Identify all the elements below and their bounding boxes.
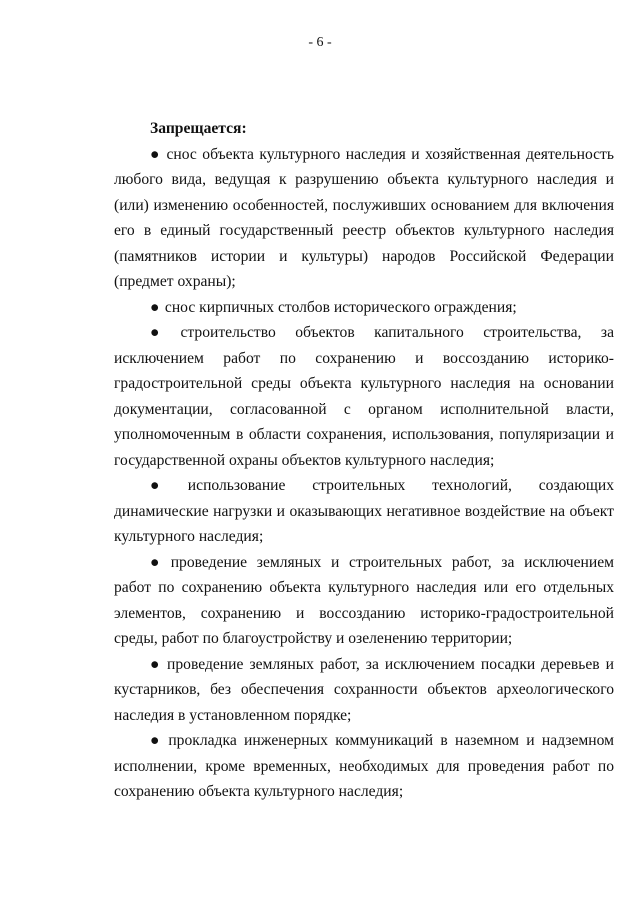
prohibition-item-1 bbox=[114, 142, 614, 295]
item-text: прокладка инженерных коммуникаций в наземном и надземном исполнении, кроме временных, необходимых для проведения работ по сохранению объекта культурного наследия; bbox=[114, 732, 614, 800]
bullet-icon: ● bbox=[150, 655, 160, 673]
bullet-icon: ● bbox=[150, 145, 160, 163]
prohibition-item-3 bbox=[114, 320, 614, 473]
prohibition-item-2 bbox=[114, 295, 614, 321]
bullet-icon: ● bbox=[150, 298, 160, 316]
item-text: строительство объектов капитального строительства, за исключением работ по сохранению и воссозданию историко-градостроительной среды объекта культурного наследия на основании документации, согласованной с органом исполнительной власти, уполномоченным в области сохранения, использования, популяризации и государственной охраны объектов культурного наследия; bbox=[114, 324, 614, 469]
bullet-icon: ● bbox=[150, 324, 160, 341]
item-text: проведение земляных работ, за исключением посадки деревьев и кустарников, без обеспечения сохранности объектов археологического наследия в установленном порядке; bbox=[114, 655, 614, 724]
prohibition-item-6 bbox=[114, 652, 614, 729]
bullet-icon: ● bbox=[150, 477, 160, 494]
prohibition-item-7 bbox=[114, 728, 614, 805]
bullet-icon: ● bbox=[150, 732, 160, 749]
section-heading: Запрещается: bbox=[150, 120, 247, 137]
item-text: снос объекта культурного наследия и хозяйственная деятельность любого вида, ведущая к разрушению объекта культурного наследия и (или) изменению особенностей, послуживших основанием для включения его в единый государственный реестр объектов культурного наследия (памятников истории и культуры) народов Российской Федерации (предмет охраны); bbox=[114, 145, 614, 290]
page-number: - 6 - bbox=[308, 35, 332, 50]
item-text: снос кирпичных столбов исторического ограждения; bbox=[164, 298, 517, 316]
document-body bbox=[114, 116, 614, 805]
prohibition-item-4 bbox=[114, 473, 614, 550]
prohibition-item-5 bbox=[114, 550, 614, 652]
item-text: использование строительных технологий, создающих динамические нагрузки и оказывающих негативное воздействие на объект культурного наследия; bbox=[114, 477, 614, 545]
item-text: проведение земляных и строительных работ, за исключением работ по сохранению объекта культурного наследия или его отдельных элементов, сохранению и воссозданию историко-градостроительной среды, работ по благоустройству и озеленению территории; bbox=[114, 553, 614, 647]
bullet-icon: ● bbox=[150, 553, 160, 571]
